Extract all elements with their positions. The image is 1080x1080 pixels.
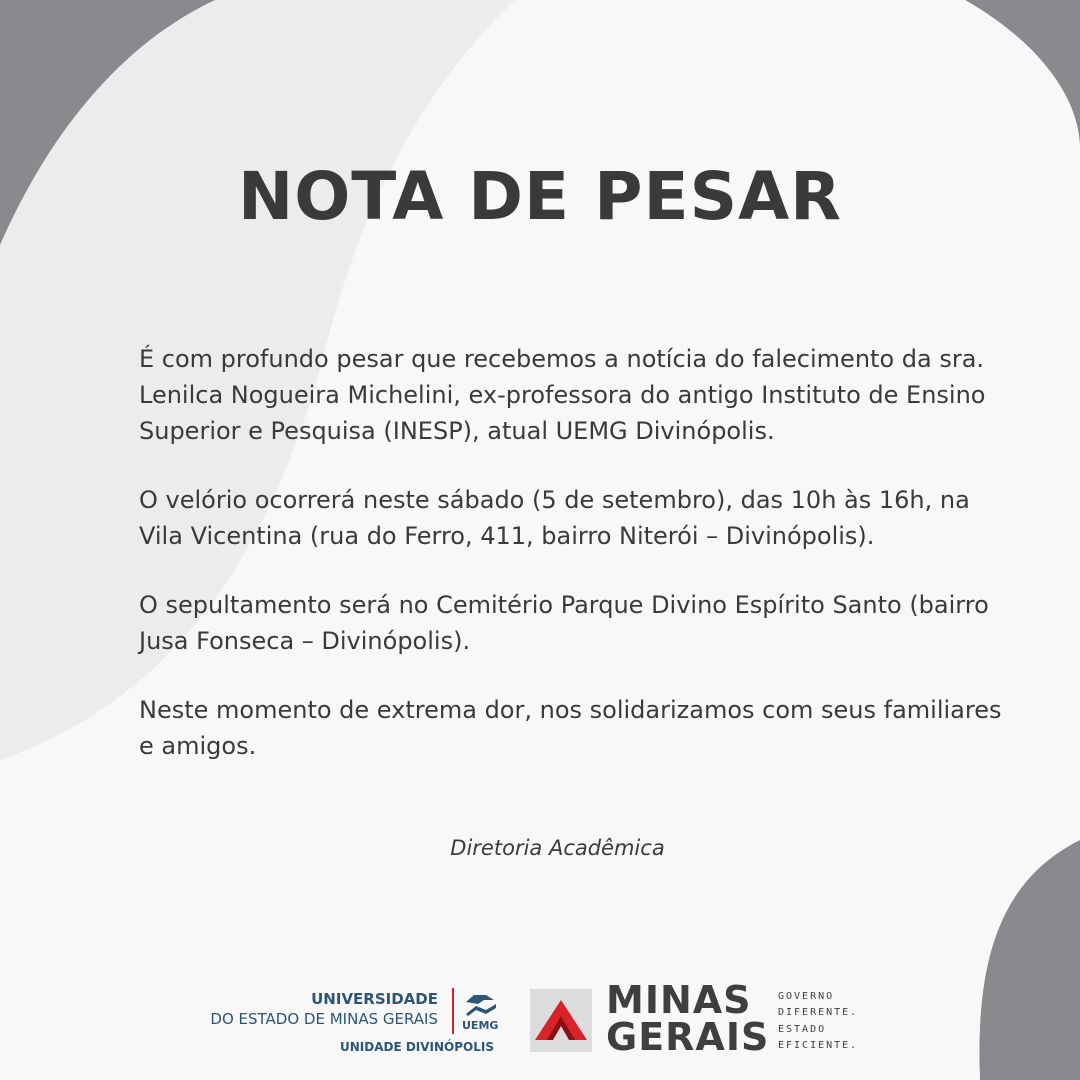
minas-gerais-slogan-line2: DIFERENTE. bbox=[778, 1007, 859, 1018]
uemg-emblem-icon bbox=[464, 992, 498, 1018]
minas-gerais-slogan-line1: GOVERNO bbox=[778, 991, 835, 1002]
minas-gerais-word1: MINAS bbox=[606, 978, 752, 1022]
page-title: NOTA DE PESAR bbox=[237, 158, 843, 235]
uemg-logo-unit: UNIDADE DIVINÓPOLIS bbox=[339, 1040, 494, 1054]
paragraph-burial-info: O sepultamento será no Cemitério Parque Divino Espírito Santo (bairro Jusa Fonseca – Divinópolis). bbox=[139, 591, 989, 655]
minas-gerais-slogan-line3: ESTADO bbox=[778, 1024, 827, 1035]
paragraph-condolences: Neste momento de extrema dor, nos solidarizamos com seus familiares e amigos. bbox=[139, 696, 1002, 760]
minas-gerais-triangle-icon bbox=[530, 989, 592, 1052]
uemg-logo-divider bbox=[452, 988, 454, 1034]
signature: Diretoria Acadêmica bbox=[450, 836, 665, 860]
uemg-logo-line1: UNIVERSIDADE bbox=[311, 990, 438, 1008]
uemg-abbr: UEMG bbox=[462, 1019, 499, 1032]
paragraph-death-notice: É com profundo pesar que recebemos a notícia do falecimento da sra. Lenilca Nogueira Michelini, ex-professora do antigo Instituto de Ensino Superior e Pesquisa (INESP), atual UEMG Divinópolis. bbox=[139, 345, 986, 445]
minas-gerais-slogan-line4: EFICIENTE. bbox=[778, 1040, 859, 1051]
minas-gerais-word2: GERAIS bbox=[606, 1015, 770, 1059]
paragraph-wake-info: O velório ocorrerá neste sábado (5 de setembro), das 10h às 16h, na Vila Vicentina (rua do Ferro, 411, bairro Niterói – Divinópolis). bbox=[139, 486, 970, 550]
message-body bbox=[139, 341, 1019, 797]
minas-gerais-emblem bbox=[530, 989, 592, 1052]
uemg-logo bbox=[200, 988, 510, 1058]
uemg-logo-line2: DO ESTADO DE MINAS GERAIS bbox=[210, 1010, 438, 1028]
